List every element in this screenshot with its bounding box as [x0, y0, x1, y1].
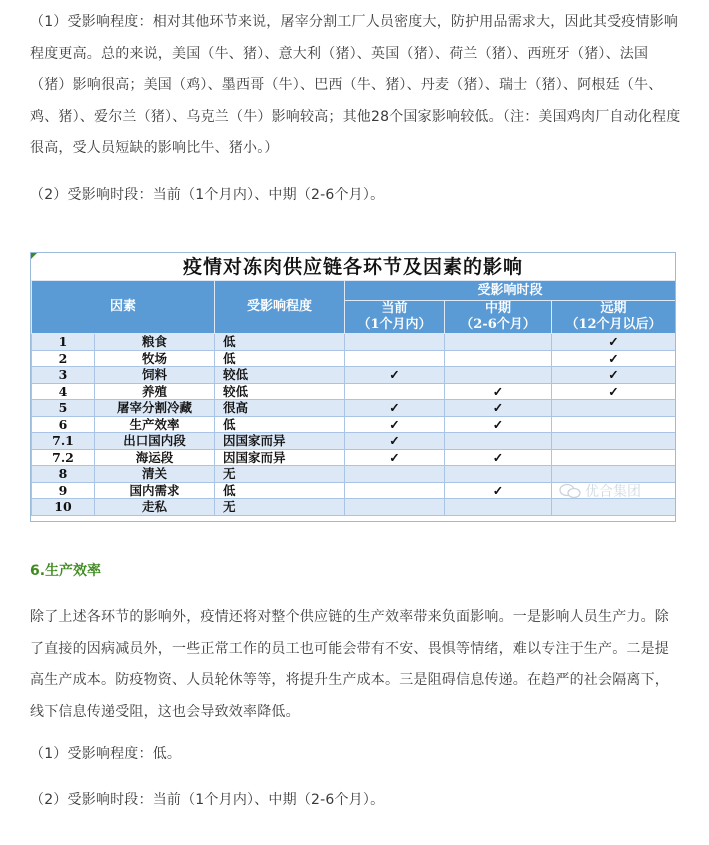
degree-cell: 因国家而异: [215, 433, 345, 450]
period-current-cell: [345, 499, 445, 516]
period-mid-cell: [445, 433, 552, 450]
row-number-cell: 9: [32, 482, 95, 499]
row-number-cell: 10: [32, 499, 95, 516]
period-long-cell: [552, 334, 676, 351]
check-icon: ✓: [608, 334, 619, 350]
row-number-cell: 7.2: [32, 449, 95, 466]
header-factor: 因素: [32, 281, 215, 334]
degree-cell: 很高: [215, 400, 345, 417]
check-icon: ✓: [389, 416, 400, 432]
factor-name-cell: 粮食: [95, 334, 215, 351]
header-mid: [445, 301, 552, 334]
table-row: [32, 383, 676, 400]
paragraph-impact-period: （2）受影响时段：当前（1个月内）、中期（2-6个月）。: [30, 187, 385, 203]
check-icon: ✓: [389, 449, 400, 465]
header-current-label: 当前: [381, 301, 408, 316]
period-mid-cell: [445, 383, 552, 400]
period-current-cell: [345, 416, 445, 433]
header-current: [345, 301, 445, 334]
check-icon: ✓: [608, 367, 619, 383]
check-icon: ✓: [492, 383, 504, 399]
period-mid-cell: [445, 350, 552, 367]
period-mid-cell: [445, 482, 552, 499]
header-degree: 受影响程度: [215, 281, 345, 334]
period-mid-cell: [445, 334, 552, 351]
degree-cell: 较低: [215, 383, 345, 400]
factor-name-cell: 清关: [95, 466, 215, 483]
table-title: 疫情对冻肉供应链各环节及因素的影响: [31, 253, 675, 280]
wechat-icon: [559, 483, 581, 499]
period-mid-cell: [445, 499, 552, 516]
paragraph-efficiency-degree: （1）受影响程度：低。: [30, 746, 182, 762]
check-icon: ✓: [492, 482, 504, 498]
period-long-cell: [552, 383, 676, 400]
row-number-cell: 3: [32, 367, 95, 384]
header-long-label: 远期: [600, 301, 627, 316]
degree-cell: 无: [215, 499, 345, 516]
degree-cell: 较低: [215, 367, 345, 384]
period-long-cell: [552, 433, 676, 450]
factor-name-cell: 养殖: [95, 383, 215, 400]
period-current-cell: [345, 449, 445, 466]
degree-cell: 低: [215, 482, 345, 499]
factor-name-cell: 走私: [95, 499, 215, 516]
table-row: [32, 449, 676, 466]
period-current-cell: [345, 466, 445, 483]
period-long-cell: [552, 367, 676, 384]
period-current-cell: [345, 350, 445, 367]
paragraph-impact-degree: （1）受影响程度：相对其他环节来说，屠宰分割工厂人员密度大，防护用品需求大，因此其受疫情影响程度更高。总的来说，美国（牛、猪）、意大利（猪）、英国（猪）、荷兰（猪）、西班牙（猪）、法国（猪）影响很高；美国（鸡）、墨西哥（牛）、巴西（牛、猪）、丹麦（猪）、瑞士（猪）、阿根廷（牛、鸡、猪）、爱尔兰（猪）、乌克兰（牛）影响较高；其他28个国家影响较低。（注：美国鸡肉厂自动化程度很高，受人员短缺的影响比牛、猪小。）: [30, 14, 681, 156]
degree-cell: 低: [215, 350, 345, 367]
period-long-cell: [552, 350, 676, 367]
degree-cell: 低: [215, 416, 345, 433]
header-current-sub: （1个月内）: [357, 317, 432, 332]
corner-marker: [31, 253, 37, 259]
period-current-cell: [345, 400, 445, 417]
period-mid-cell: [445, 449, 552, 466]
period-current-cell: [345, 383, 445, 400]
table-row: [32, 367, 676, 384]
check-icon: ✓: [492, 416, 504, 432]
table-row: [32, 334, 676, 351]
factor-name-cell: 牧场: [95, 350, 215, 367]
period-mid-cell: [445, 466, 552, 483]
section-title: 6.生产效率: [30, 563, 102, 579]
paragraph-efficiency: 除了上述各环节的影响外，疫情还将对整个供应链的生产效率带来负面影响。一是影响人员生产力。除了直接的因病减员外，一些正常工作的员工也可能会带有不安、畏惧等情绪，难以专注于生产。二是提高生产成本。防疫物资、人员轮休等等，将提升生产成本。三是阻碍信息传递。在趋严的社会隔离下，线下信息传递受阻，这也会导致效率降低。: [30, 609, 669, 720]
degree-cell: 低: [215, 334, 345, 351]
paragraph-efficiency-period: （2）受影响时段：当前（1个月内）、中期（2-6个月）。: [30, 792, 385, 808]
period-long-cell: [552, 416, 676, 433]
check-icon: ✓: [389, 433, 400, 449]
period-mid-cell: [445, 416, 552, 433]
check-icon: ✓: [492, 400, 504, 416]
factor-name-cell: 屠宰分割冷藏: [95, 400, 215, 417]
table-row: [32, 400, 676, 417]
watermark-text: 优合集团: [585, 484, 641, 500]
row-number-cell: 8: [32, 466, 95, 483]
period-current-cell: [345, 334, 445, 351]
period-current-cell: [345, 367, 445, 384]
row-number-cell: 5: [32, 400, 95, 417]
header-mid-label: 中期: [485, 301, 512, 316]
header-long-sub: （12个月以后）: [565, 317, 662, 332]
table-row: [32, 350, 676, 367]
check-icon: ✓: [389, 400, 400, 416]
factor-name-cell: 海运段: [95, 449, 215, 466]
header-period-group: 受影响时段: [345, 281, 676, 301]
factor-name-cell: 出口国内段: [95, 433, 215, 450]
factor-name-cell: 生产效率: [95, 416, 215, 433]
check-icon: ✓: [608, 350, 619, 366]
factor-name-cell: 饲料: [95, 367, 215, 384]
period-long-cell: [552, 466, 676, 483]
row-number-cell: 2: [32, 350, 95, 367]
header-mid-sub: （2-6个月）: [460, 317, 536, 332]
period-long-cell: [552, 449, 676, 466]
degree-cell: 因国家而异: [215, 449, 345, 466]
watermark: [559, 481, 641, 501]
row-number-cell: 6: [32, 416, 95, 433]
row-number-cell: 4: [32, 383, 95, 400]
period-mid-cell: [445, 367, 552, 384]
row-number-cell: 1: [32, 334, 95, 351]
header-long: [552, 301, 676, 334]
check-icon: ✓: [389, 367, 400, 383]
degree-cell: 无: [215, 466, 345, 483]
impact-table: [30, 252, 676, 522]
table-row: [32, 466, 676, 483]
period-mid-cell: [445, 400, 552, 417]
check-icon: ✓: [492, 449, 504, 465]
row-number-cell: 7.1: [32, 433, 95, 450]
factor-name-cell: 国内需求: [95, 482, 215, 499]
period-current-cell: [345, 433, 445, 450]
period-long-cell: [552, 400, 676, 417]
period-current-cell: [345, 482, 445, 499]
check-icon: ✓: [608, 383, 619, 399]
table-row: [32, 416, 676, 433]
table-row: [32, 433, 676, 450]
